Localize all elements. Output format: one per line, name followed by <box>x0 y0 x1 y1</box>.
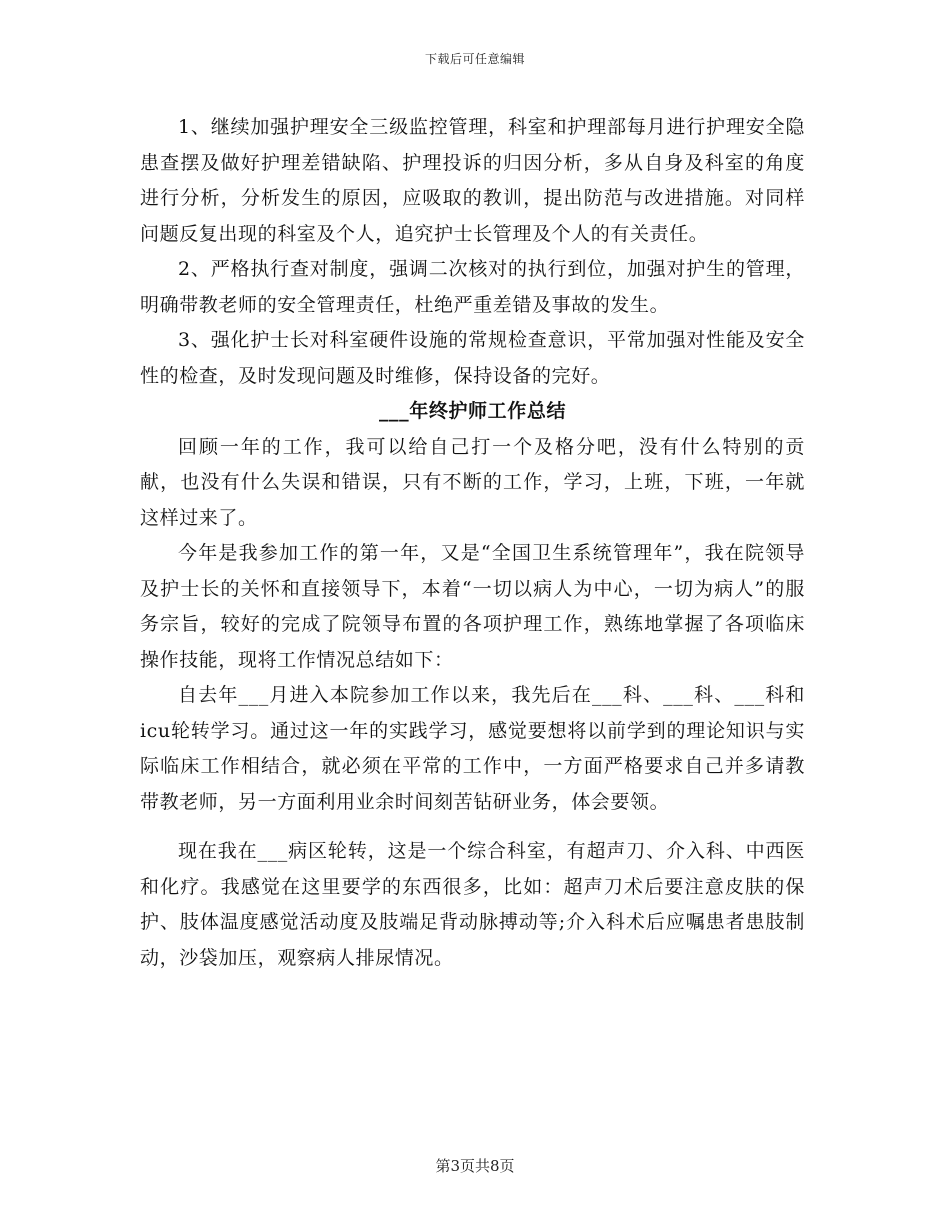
document-body <box>140 110 805 976</box>
paragraph-3: 3、强化护士长对科室硬件设施的常规检查意识，平常加强对性能及安全性的检查，及时发现问题及时维修，保持设备的完好。 <box>140 329 805 387</box>
section-title: ___年终护师工作总结 <box>378 400 567 422</box>
paragraph-1: 1、继续加强护理安全三级监控管理，科室和护理部每月进行护理安全隐患查摆及做好护理差错缺陷、护理投诉的归因分析，多从自身及科室的角度进行分析，分析发生的原因，应吸取的教训，提出防范与改进措施。对同样问题反复出现的科室及个人，追究护士长管理及个人的有关责任。 <box>140 116 805 245</box>
page-header: 下载后可任意编辑 <box>424 52 525 66</box>
page-number: 第3页共8页 <box>435 1157 515 1175</box>
paragraph-5: 今年是我参加工作的第一年，又是“全国卫生系统管理年”，我在院领导及护士长的关怀和直接领导下，本着“一切以病人为中心，一切为病人”的服务宗旨，较好的完成了院领导布置的各项护理工作，熟练地掌握了各项临床操作技能，现将工作情况总结如下： <box>140 542 805 671</box>
paragraph-2: 2、严格执行查对制度，强调二次核对的执行到位，加强对护生的管理，明确带教老师的安全管理责任，杜绝严重差错及事故的发生。 <box>140 258 805 316</box>
paragraph-6: 自去年___月进入本院参加工作以来，我先后在___科、___科、___科和icu轮转学习。通过这一年的实践学习，感觉要想将以前学到的理论知识与实际临床工作相结合，就必须在平常的工作中，一方面严格要求自己并多请教带教老师，另一方面利用业余时间刻苦钻研业务，体会要领。 <box>140 684 805 813</box>
paragraph-7: 现在我在___病区轮转，这是一个综合科室，有超声刀、介入科、中西医和化疗。我感觉在这里要学的东西很多，比如：超声刀术后要注意皮肤的保护、肢体温度感觉活动度及肢端足背动脉搏动等;介入科术后应嘱患者患肢制动，沙袋加压，观察病人排尿情况。 <box>140 840 805 969</box>
paragraph-4: 回顾一年的工作，我可以给自己打一个及格分吧，没有什么特别的贡献，也没有什么失误和错误，只有不断的工作，学习，上班，下班，一年就这样过来了。 <box>140 435 805 529</box>
